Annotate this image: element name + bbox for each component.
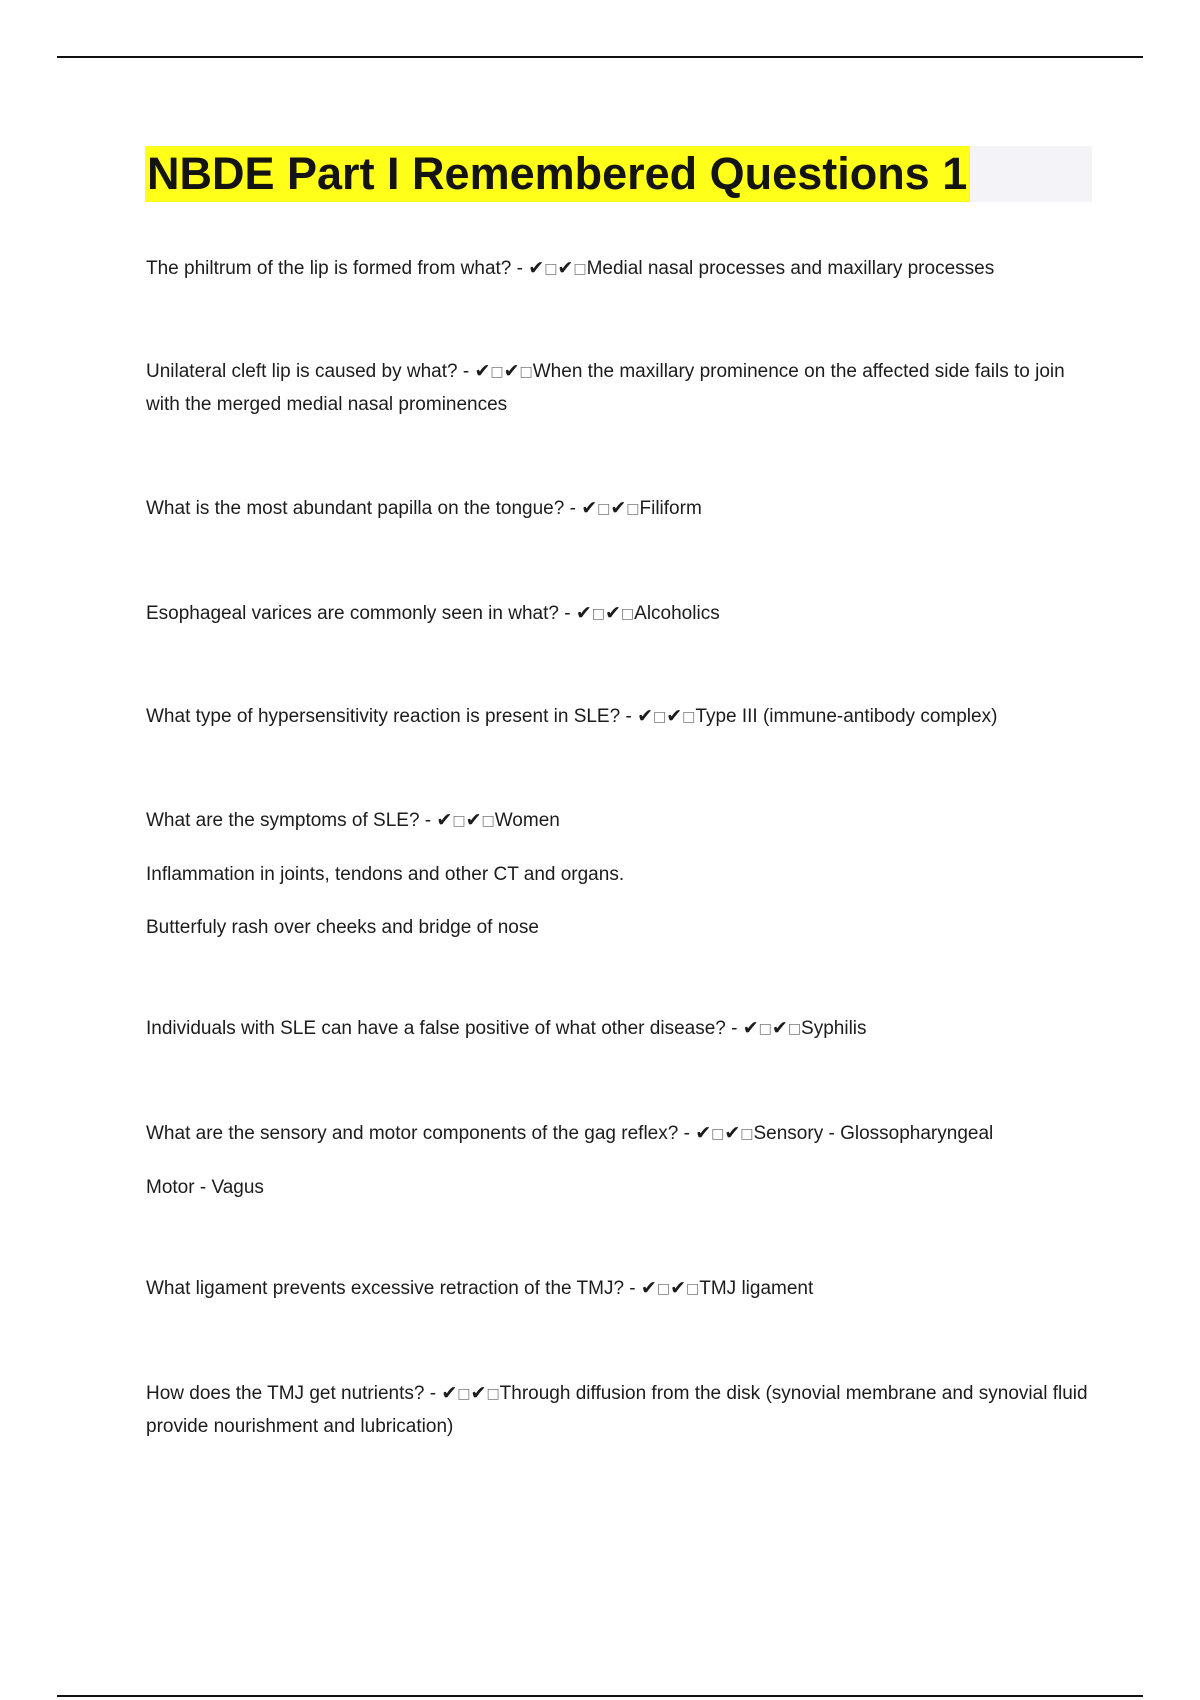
question-text: The philtrum of the lip is formed from what? — [146, 258, 512, 279]
placeholder-box-icon: □ — [740, 1126, 754, 1142]
answer-text: Filiform — [639, 498, 702, 519]
bottom-rule — [57, 1695, 1143, 1697]
answer-text: Medial nasal processes and maxillary processes — [586, 258, 995, 279]
separator: - — [558, 603, 576, 624]
check-mark-icon: ✔ — [470, 1382, 487, 1404]
check-mark-icon: ✔ — [474, 360, 491, 382]
placeholder-box-icon: □ — [573, 261, 587, 277]
separator: - — [424, 1383, 442, 1404]
qa-item-3 — [146, 492, 1096, 526]
question-text: What is the most abundant papilla on the tongue? — [146, 498, 565, 519]
check-mark-icon: ✔ — [465, 809, 482, 831]
qa-item-10 — [146, 1377, 1096, 1443]
check-mark-icon: ✔ — [610, 497, 627, 519]
separator: - — [678, 1123, 696, 1144]
question-text: What ligament prevents excessive retraction of the TMJ? — [146, 1278, 625, 1299]
qa-item-8 — [146, 1117, 1096, 1204]
question-text: Unilateral cleft lip is caused by what? — [146, 361, 458, 382]
qa-line — [146, 1377, 1096, 1443]
placeholder-box-icon: □ — [481, 813, 495, 829]
placeholder-box-icon: □ — [452, 813, 466, 829]
qa-item-7 — [146, 1012, 1096, 1046]
placeholder-box-icon: □ — [620, 606, 635, 622]
qa-line — [146, 355, 1096, 421]
placeholder-box-icon: □ — [787, 1021, 802, 1037]
check-mark-icon: ✔ — [575, 602, 592, 624]
placeholder-box-icon: □ — [656, 1281, 671, 1297]
placeholder-box-icon: □ — [544, 261, 558, 277]
check-mark-icon: ✔ — [666, 705, 683, 727]
placeholder-box-icon: □ — [711, 1126, 725, 1142]
top-rule — [57, 56, 1143, 58]
check-mark-icon: ✔ — [724, 1122, 741, 1144]
answer-continuation: Butterfuly rash over cheeks and bridge of nose — [146, 917, 539, 938]
qa-line — [146, 804, 1096, 838]
answer-text: Type III (immune-antibody complex) — [695, 706, 998, 727]
question-text: What type of hypersensitivity reaction is present in SLE? — [146, 706, 621, 727]
check-mark-icon: ✔ — [640, 1277, 657, 1299]
qa-item-6 — [146, 804, 1096, 944]
title-bar — [145, 146, 1092, 202]
question-text: Individuals with SLE can have a false positive of what other disease? — [146, 1018, 726, 1039]
qa-line — [146, 252, 1096, 286]
qa-line — [146, 700, 1096, 734]
separator: - — [457, 361, 475, 382]
page-title: NBDE Part I Remembered Questions 1 — [145, 146, 970, 202]
qa-item-4 — [146, 597, 1096, 631]
check-mark-icon: ✔ — [695, 1122, 712, 1144]
question-text: How does the TMJ get nutrients? — [146, 1383, 425, 1404]
placeholder-box-icon: □ — [486, 1386, 500, 1402]
check-mark-icon: ✔ — [436, 809, 453, 831]
check-mark-icon: ✔ — [771, 1017, 788, 1039]
separator: - — [564, 498, 582, 519]
qa-line — [146, 1272, 1096, 1306]
separator: - — [620, 706, 638, 727]
check-mark-icon: ✔ — [503, 360, 520, 382]
answer-continuation: Inflammation in joints, tendons and other CT and organs. — [146, 864, 625, 885]
check-mark-icon: ✔ — [637, 705, 653, 727]
placeholder-box-icon: □ — [591, 606, 605, 622]
placeholder-box-icon: □ — [653, 709, 667, 725]
qa-line — [146, 597, 1096, 631]
separator: - — [511, 258, 529, 279]
answer-continuation: Motor - Vagus — [146, 1177, 264, 1198]
answer-text: Alcoholics — [634, 603, 720, 624]
placeholder-box-icon: □ — [519, 364, 533, 380]
separator: - — [419, 810, 437, 831]
check-mark-icon: ✔ — [742, 1017, 759, 1039]
qa-item-2 — [146, 355, 1096, 421]
placeholder-box-icon: □ — [490, 364, 504, 380]
placeholder-box-icon: □ — [597, 501, 611, 517]
check-mark-icon: ✔ — [605, 602, 621, 624]
answer-text: TMJ ligament — [699, 1278, 814, 1299]
question-text: What are the symptoms of SLE? — [146, 810, 420, 831]
qa-item-9 — [146, 1272, 1096, 1306]
check-mark-icon: ✔ — [557, 257, 574, 279]
answer-text: Sensory - Glossopharyngeal — [753, 1123, 994, 1144]
qa-line — [146, 1117, 1096, 1151]
qa-line — [146, 492, 1096, 526]
qa-line — [146, 1012, 1096, 1046]
check-mark-icon: ✔ — [670, 1277, 686, 1299]
placeholder-box-icon: □ — [758, 1021, 772, 1037]
placeholder-box-icon: □ — [626, 501, 640, 517]
placeholder-box-icon: □ — [682, 709, 696, 725]
question-text: Esophageal varices are commonly seen in what? — [146, 603, 559, 624]
placeholder-box-icon: □ — [686, 1281, 700, 1297]
check-mark-icon: ✔ — [528, 257, 545, 279]
qa-item-5 — [146, 700, 1096, 734]
answer-text: Through diffusion from the disk (synovial membrane and synovial fluid provide nourishment and lubrication) — [146, 1383, 1088, 1437]
answer-text: Syphilis — [801, 1018, 867, 1039]
answer-text: Women — [494, 810, 560, 831]
separator: - — [725, 1018, 743, 1039]
question-text: What are the sensory and motor components of the gag reflex? — [146, 1123, 679, 1144]
qa-item-1 — [146, 252, 1096, 286]
check-mark-icon: ✔ — [581, 497, 598, 519]
check-mark-icon: ✔ — [441, 1382, 458, 1404]
placeholder-box-icon: □ — [457, 1386, 471, 1402]
answer-text: When the maxillary prominence on the affected side fails to join with the merged medial nasal prominences — [146, 361, 1065, 415]
separator: - — [624, 1278, 641, 1299]
